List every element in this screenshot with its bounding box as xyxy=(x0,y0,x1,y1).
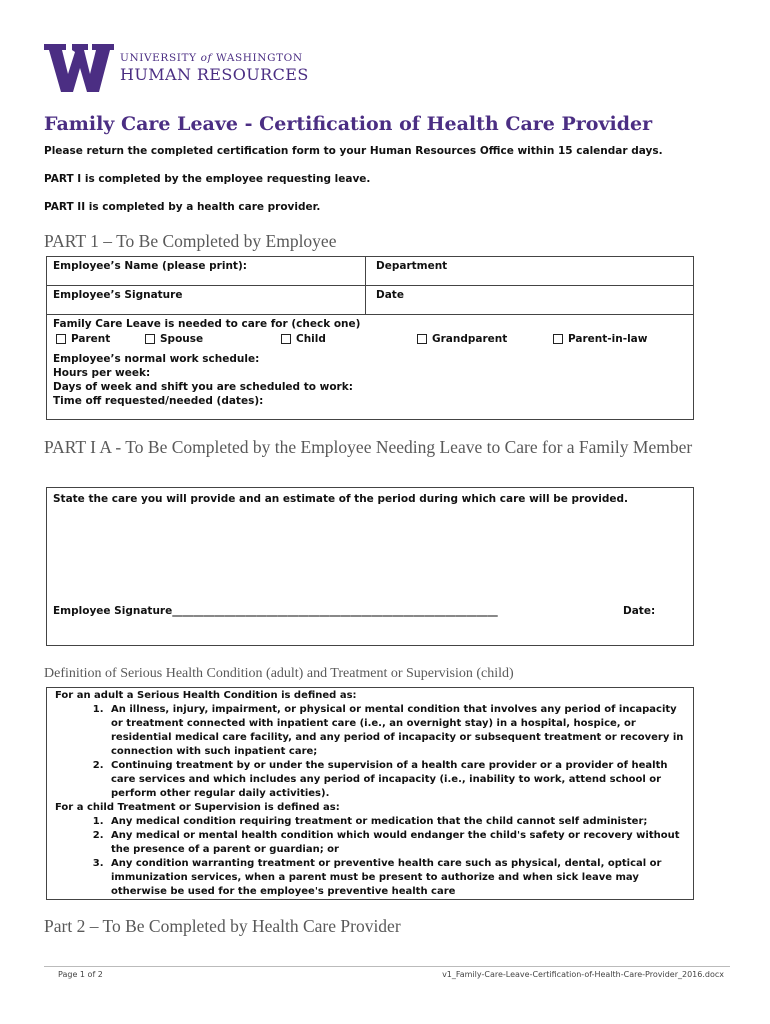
part1a-signature-field[interactable]: Employee Signature______________________________________________________________ xyxy=(53,605,498,617)
uw-w-logo-icon xyxy=(44,44,114,92)
checkbox-icon[interactable] xyxy=(553,334,563,344)
employee-name-field[interactable]: Employee’s Name (please print): xyxy=(53,260,247,272)
checkbox-icon[interactable] xyxy=(145,334,155,344)
adult-definition-intro: For an adult a Serious Health Condition is defined as: xyxy=(55,690,357,701)
care-description-field[interactable]: State the care you will provide and an estimate of the period during which care will be provided. xyxy=(53,493,629,505)
child-definition-item: 1. Any medical condition requiring treatment or medication that the child cannot self administer; xyxy=(107,815,685,829)
page-number: Page 1 of 2 xyxy=(58,970,103,979)
return-instructions: Please return the completed certification form to your Human Resources Office within 15 calendar days. xyxy=(44,145,663,157)
option-parent-in-law[interactable]: Parent-in-law xyxy=(553,333,647,345)
department-name: HUMAN RESOURCES xyxy=(120,64,309,84)
part2-instructions: PART II is completed by a health care provider. xyxy=(44,201,321,213)
checkbox-icon[interactable] xyxy=(281,334,291,344)
option-child[interactable]: Child xyxy=(281,333,326,345)
adult-definition-item: 2. Continuing treatment by or under the supervision of a health care provider or a provider of health care services and which includes any period of incapacity (i.e., inability to work, attend school or perform other regular daily activities). xyxy=(107,759,685,801)
checkbox-icon[interactable] xyxy=(56,334,66,344)
part1a-date-field[interactable]: Date: xyxy=(623,605,656,617)
option-parent[interactable]: Parent xyxy=(56,333,110,345)
uw-hr-logo xyxy=(44,44,309,92)
page-title: Family Care Leave - Certification of Health Care Provider xyxy=(44,113,653,135)
file-name: v1_Family-Care-Leave-Certification-of-Health-Care-Provider_2016.docx xyxy=(442,970,724,979)
part1-table xyxy=(46,256,694,420)
part2-heading: Part 2 – To Be Completed by Health Care Provider xyxy=(44,916,401,936)
hours-per-week-field[interactable]: Hours per week: xyxy=(53,367,151,379)
checkbox-icon[interactable] xyxy=(417,334,427,344)
footer-divider xyxy=(44,966,730,967)
definition-box xyxy=(46,687,694,900)
part1a-box xyxy=(46,487,694,646)
work-schedule-label: Employee’s normal work schedule: xyxy=(53,353,260,365)
university-name: UNIVERSITY of WASHINGTON xyxy=(120,51,303,64)
child-definition-intro: For a child Treatment or Supervision is defined as: xyxy=(55,802,340,813)
adult-definition-item: 1. An illness, injury, impairment, or physical or mental condition that involves any period of incapacity or treatment connected with inpatient care (i.e., an overnight stay) in a hospital, hospice, or residential medical care facility, and any period of incapacity or subsequent treatment or recovery in connection with such inpatient care; xyxy=(107,703,685,759)
option-spouse[interactable]: Spouse xyxy=(145,333,203,345)
part1-heading: PART 1 – To Be Completed by Employee xyxy=(44,231,337,251)
date-field[interactable]: Date xyxy=(376,289,404,301)
part1-instructions: PART I is completed by the employee requesting leave. xyxy=(44,173,371,185)
days-shift-field[interactable]: Days of week and shift you are scheduled to work: xyxy=(53,381,353,393)
care-label: Family Care Leave is needed to care for (check one) xyxy=(53,318,361,330)
department-field[interactable]: Department xyxy=(376,260,448,272)
child-definition-item: 2. Any medical or mental health condition which would endanger the child's safety or recovery without the presence of a parent or guardian; or xyxy=(107,829,685,857)
time-off-field[interactable]: Time off requested/needed (dates): xyxy=(53,395,264,407)
child-definition-item: 3. Any condition warranting treatment or preventive health care such as physical, dental, optical or immunization services, when a parent must be present to authorize and when sick leave may otherwise be used for the employee's preventive health care xyxy=(107,857,685,899)
part1a-heading: PART I A - To Be Completed by the Employee Needing Leave to Care for a Family Member xyxy=(44,437,693,457)
option-grandparent[interactable]: Grandparent xyxy=(417,333,507,345)
definition-heading: Definition of Serious Health Condition (adult) and Treatment or Supervision (child) xyxy=(44,666,514,681)
employee-signature-field[interactable]: Employee’s Signature xyxy=(53,289,183,301)
